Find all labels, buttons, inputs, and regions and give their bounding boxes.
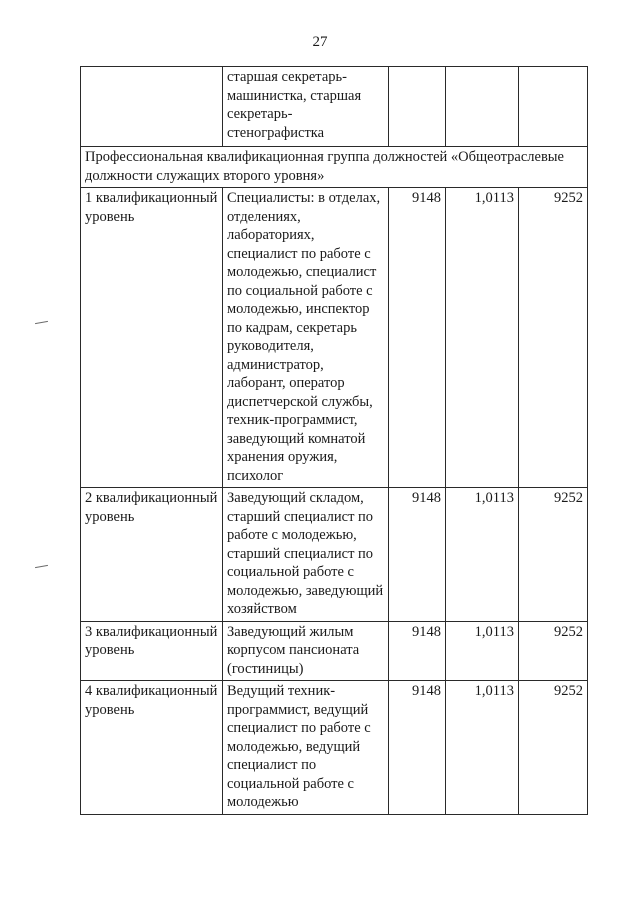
- total-cell: 9252: [519, 188, 588, 488]
- table-row: [81, 488, 588, 622]
- level-cell: 3 квалификационный уровень: [81, 621, 223, 681]
- group-header-row: [81, 147, 588, 188]
- salary-cell: [389, 67, 446, 147]
- table-row: [81, 67, 588, 147]
- coefficient-cell: 1,0113: [446, 488, 519, 622]
- total-cell: 9252: [519, 621, 588, 681]
- total-cell: 9252: [519, 681, 588, 815]
- positions-cell: Ведущий техник-программист, ведущий специалист по работе с молодежью, ведущий специалист по социальной работе с молодежью: [223, 681, 389, 815]
- group-header: Профессиональная квалификационная группа должностей «Общеотраслевые должности служащих второго уровня»: [81, 147, 588, 188]
- table-row: [81, 621, 588, 681]
- total-cell: [519, 67, 588, 147]
- positions-cell: Заведующий жилым корпусом пансионата (гостиницы): [223, 621, 389, 681]
- positions-cell: Специалисты: в отделах, отделениях, лабораториях, специалист по работе с молодежью, специалист по социальной работе с молодежью, инспектор по кадрам, секретарь руководителя, администратор, лаборант, оператор диспетчерской службы, техник-программист, заведующий комнатой хранения оружия, психолог: [223, 188, 389, 488]
- salary-table: [80, 66, 588, 815]
- salary-cell: 9148: [389, 681, 446, 815]
- coefficient-cell: 1,0113: [446, 681, 519, 815]
- coefficient-cell: 1,0113: [446, 621, 519, 681]
- scan-mark: [35, 565, 48, 568]
- page-number: 27: [312, 34, 328, 50]
- salary-cell: 9148: [389, 621, 446, 681]
- table-row: [81, 681, 588, 815]
- total-cell: 9252: [519, 488, 588, 622]
- level-cell: [81, 67, 223, 147]
- level-cell: 2 квалификационный уровень: [81, 488, 223, 622]
- positions-cell: старшая секретарь-машинистка, старшая секретарь-стенографистка: [223, 67, 389, 147]
- positions-cell: Заведующий складом, старший специалист по работе с молодежью, старший специалист по социальной работе с молодежью, заведующий хозяйством: [223, 488, 389, 622]
- coefficient-cell: 1,0113: [446, 188, 519, 488]
- scan-mark: [35, 321, 48, 324]
- salary-cell: 9148: [389, 488, 446, 622]
- coefficient-cell: [446, 67, 519, 147]
- table-row: [81, 188, 588, 488]
- level-cell: 4 квалификационный уровень: [81, 681, 223, 815]
- salary-cell: 9148: [389, 188, 446, 488]
- level-cell: 1 квалификационный уровень: [81, 188, 223, 488]
